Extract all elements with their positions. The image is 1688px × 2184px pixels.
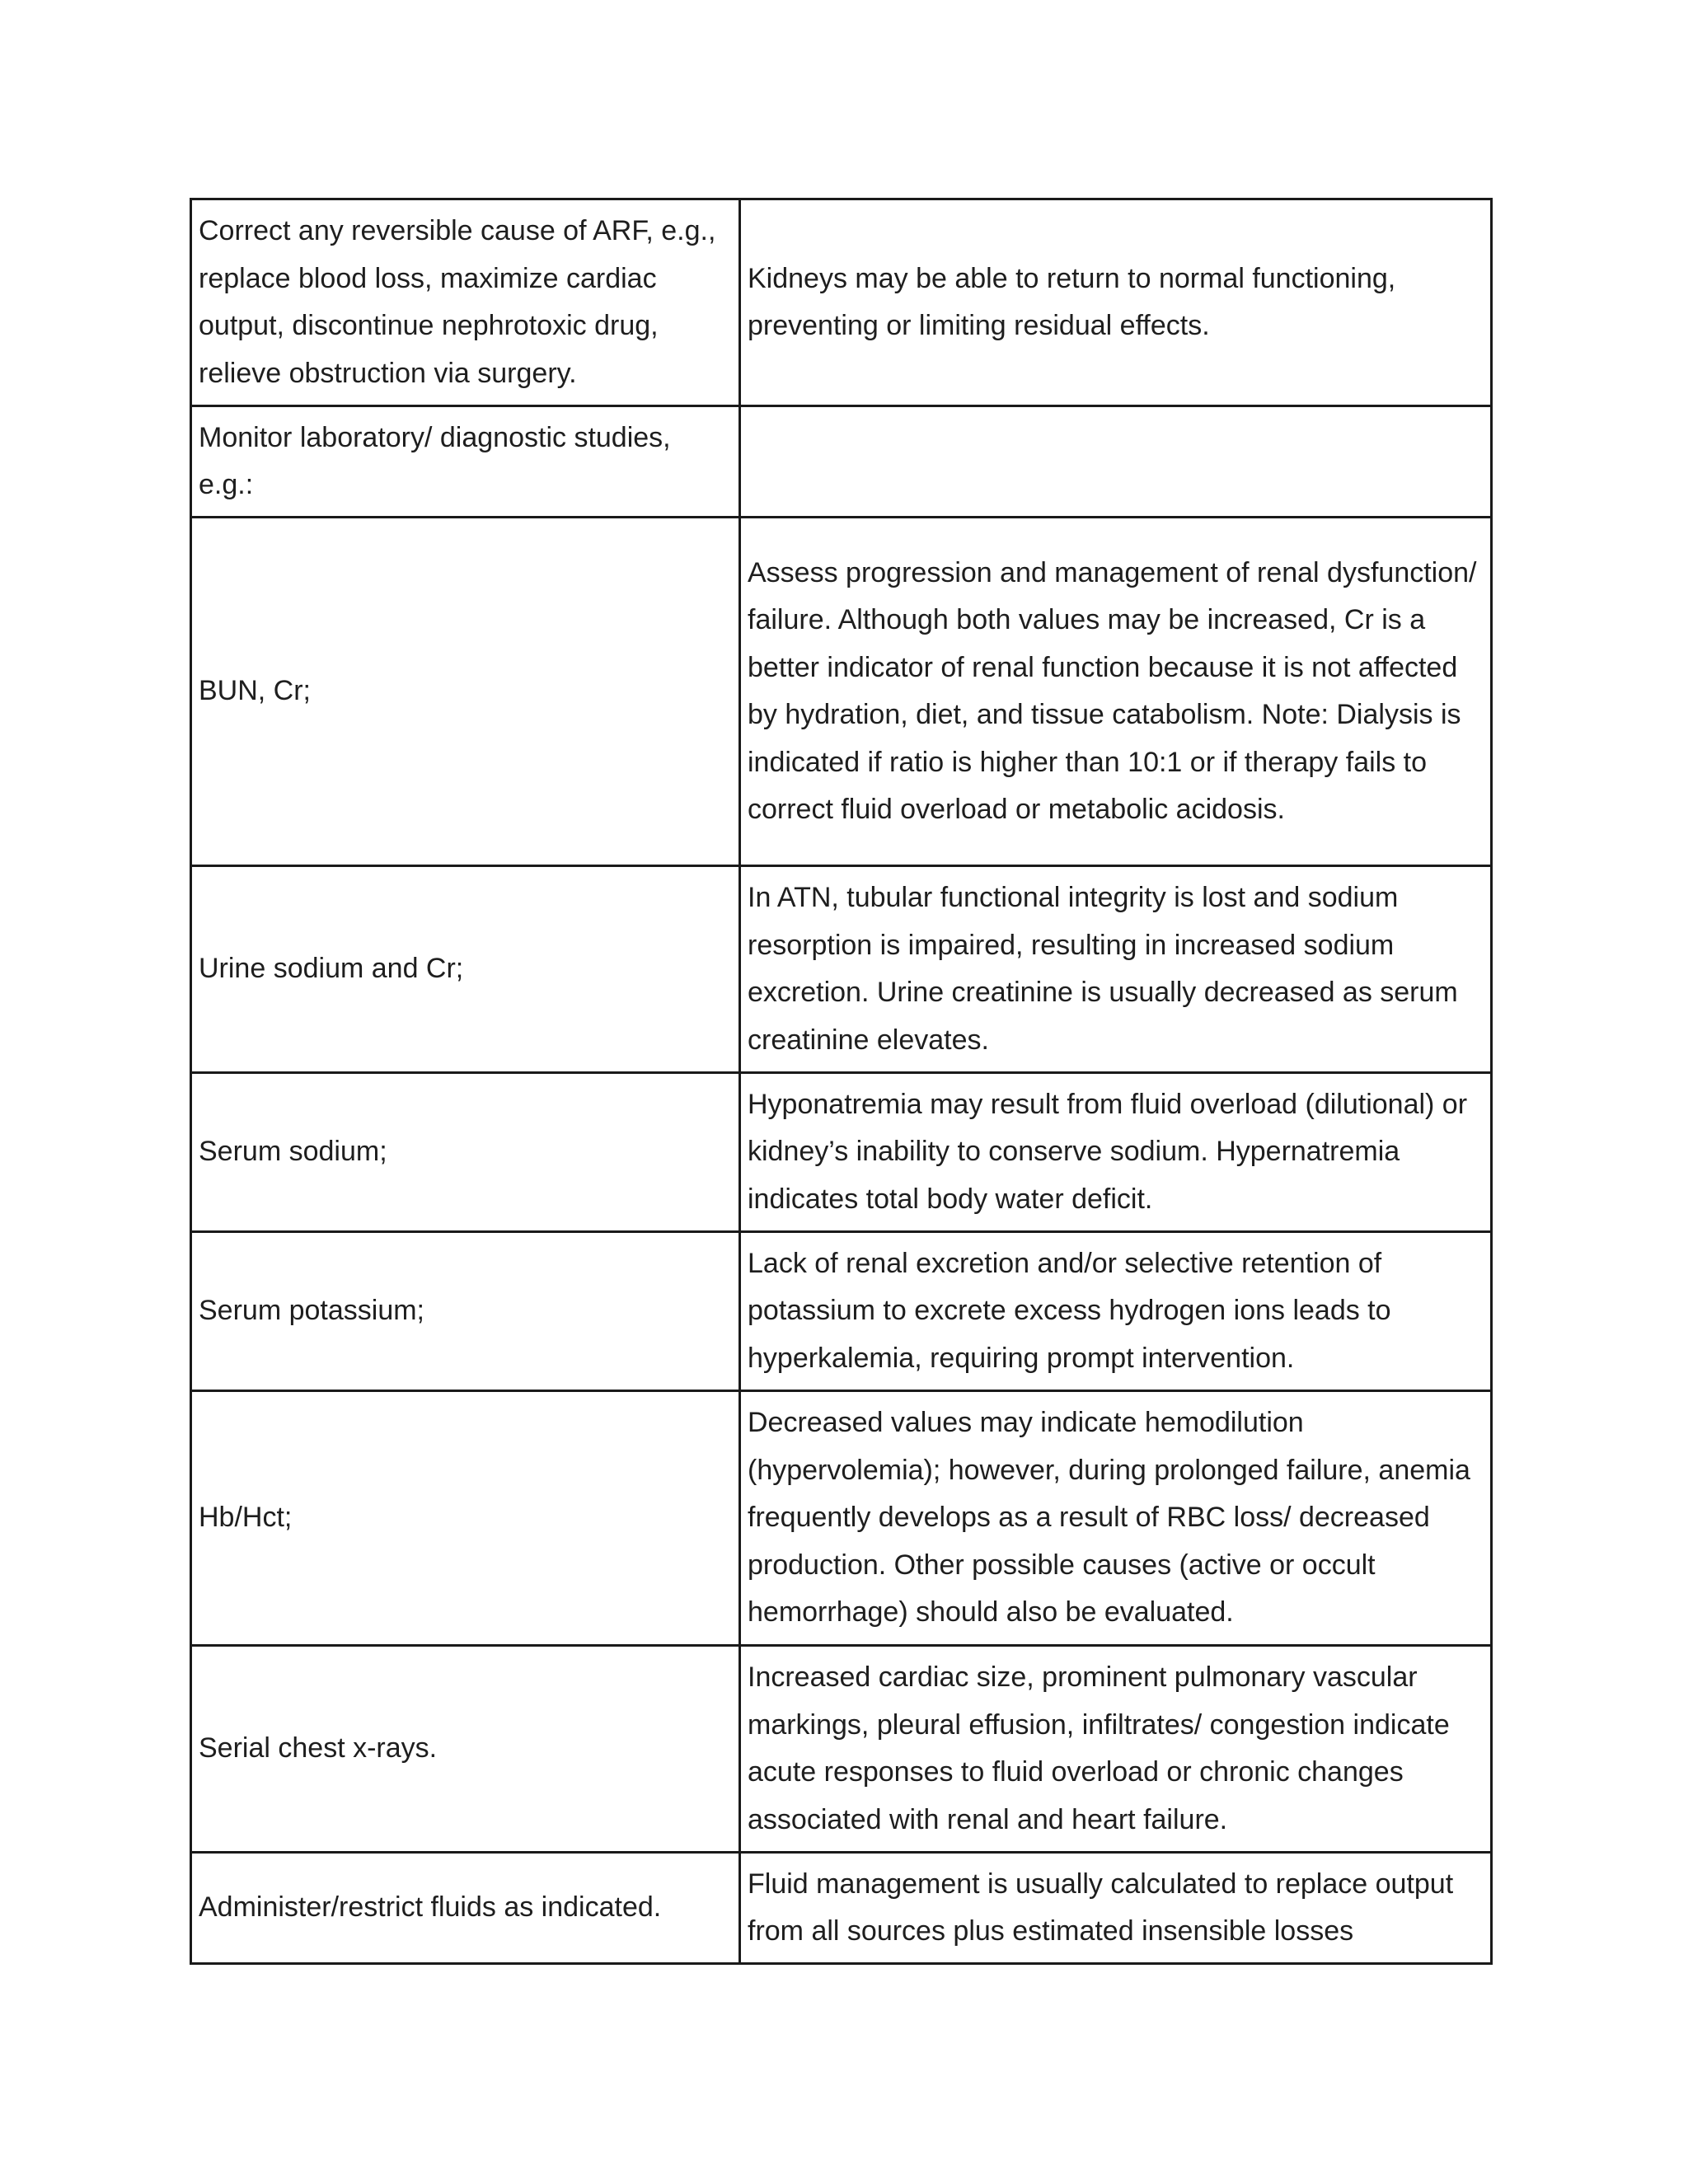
action-cell: BUN, Cr;	[191, 518, 740, 866]
table-row	[191, 199, 1492, 406]
action-cell: Urine sodium and Cr;	[191, 866, 740, 1073]
rationale-cell: Decreased values may indicate hemodilution (hypervolemia); however, during prolonged failure, anemia frequently develops as a result of RBC loss/ decreased production. Other possible causes (active or occult hemorrhage) should also be evaluated.	[740, 1391, 1492, 1646]
rationale-cell	[740, 406, 1492, 518]
rationale-cell: Fluid management is usually calculated to replace output from all sources plus estimated insensible losses	[740, 1853, 1492, 1964]
action-cell: Correct any reversible cause of ARF, e.g., replace blood loss, maximize cardiac output, discontinue nephrotoxic drug, relieve obstruction via surgery.	[191, 199, 740, 406]
action-cell: Serial chest x-rays.	[191, 1646, 740, 1853]
rationale-cell: Kidneys may be able to return to normal functioning, preventing or limiting residual effects.	[740, 199, 1492, 406]
table-row	[191, 866, 1492, 1073]
rationale-cell: In ATN, tubular functional integrity is lost and sodium resorption is impaired, resulting in increased sodium excretion. Urine creatinine is usually decreased as serum creatinine elevates.	[740, 866, 1492, 1073]
rationale-cell: Lack of renal excretion and/or selective retention of potassium to excrete excess hydrogen ions leads to hyperkalemia, requiring prompt intervention.	[740, 1232, 1492, 1391]
table-row	[191, 406, 1492, 518]
nursing-interventions-table	[190, 198, 1493, 1965]
action-cell: Serum sodium;	[191, 1073, 740, 1232]
table-row	[191, 1853, 1492, 1964]
action-cell: Administer/restrict fluids as indicated.	[191, 1853, 740, 1964]
table-row	[191, 1646, 1492, 1853]
action-cell: Serum potassium;	[191, 1232, 740, 1391]
table-row	[191, 1073, 1492, 1232]
table-row	[191, 1232, 1492, 1391]
rationale-cell: Increased cardiac size, prominent pulmonary vascular markings, pleural effusion, infiltrates/ congestion indicate acute responses to fluid overload or chronic changes associated with renal and heart failure.	[740, 1646, 1492, 1853]
table-row	[191, 518, 1492, 866]
action-cell: Monitor laboratory/ diagnostic studies, e.g.:	[191, 406, 740, 518]
table-row	[191, 1391, 1492, 1646]
action-cell: Hb/Hct;	[191, 1391, 740, 1646]
rationale-cell: Hyponatremia may result from fluid overload (dilutional) or kidney’s inability to conserve sodium. Hypernatremia indicates total body water deficit.	[740, 1073, 1492, 1232]
rationale-cell: Assess progression and management of renal dysfunction/ failure. Although both values may be increased, Cr is a better indicator of renal function because it is not affected by hydration, diet, and tissue catabolism. Note: Dialysis is indicated if ratio is higher than 10:1 or if therapy fails to correct fluid overload or metabolic acidosis.	[740, 518, 1492, 866]
